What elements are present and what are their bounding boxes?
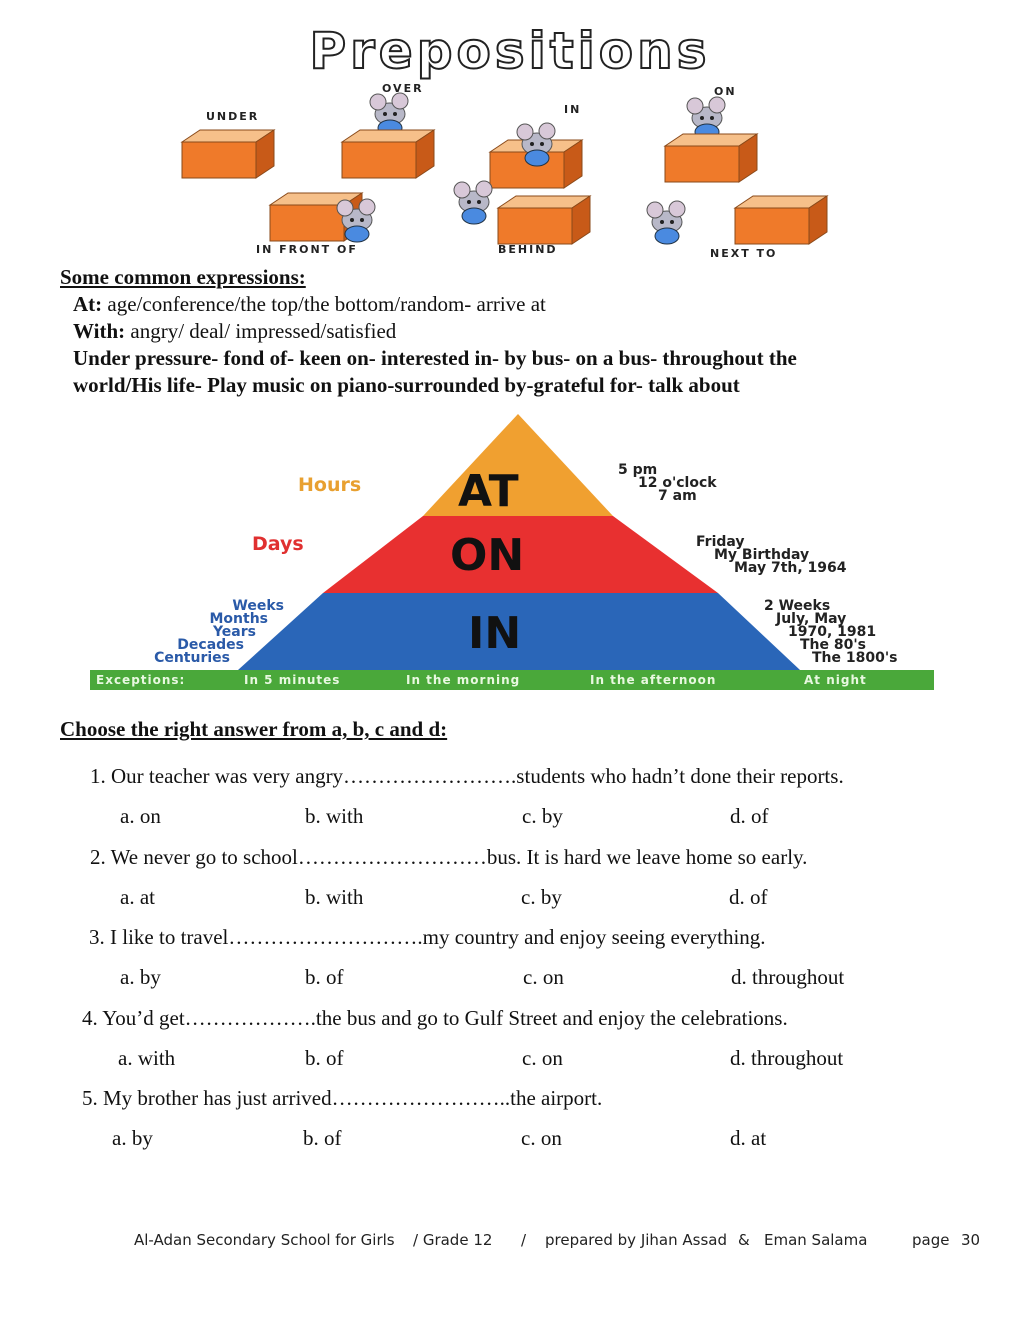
label-next-to: NEXT TO [710, 247, 778, 260]
label-behind: BEHIND [498, 243, 558, 256]
expression-line-3: Under pressure- fond of- keen on- interested in- by bus- on a bus- throughout the [73, 346, 797, 370]
question-5-option-a[interactable]: a. by [112, 1126, 153, 1150]
in-right-list [764, 600, 897, 665]
question-5-option-c[interactable]: c. on [521, 1126, 562, 1150]
expression-with [73, 319, 396, 344]
next-box [735, 196, 827, 244]
expression-line-4: world/His life- Play music on piano-surrounded by-grateful for- talk about [73, 373, 740, 397]
question-1-option-b[interactable]: b. with [305, 804, 364, 828]
pyramid-on-label: ON [450, 530, 525, 581]
exceptions-label: Exceptions: [96, 673, 186, 687]
question-2-option-b[interactable]: b. with [305, 885, 364, 909]
footer-grade: / Grade 12 [413, 1231, 493, 1249]
in-left-item: Centuries [154, 650, 230, 666]
question-3-option-b[interactable]: b. of [305, 965, 344, 989]
footer-ampersand: & [738, 1231, 750, 1249]
on-right-item: May 7th, 1964 [734, 560, 847, 576]
footer-separator: / [521, 1231, 527, 1249]
expression-with-text: angry/ deal/ impressed/satisfied [125, 319, 397, 343]
prepositions-illustration [170, 78, 860, 263]
label-in-front-of: IN FRONT OF [256, 243, 358, 256]
on-right-item: My Birthday [714, 547, 810, 563]
pyramid-in-label: IN [468, 608, 522, 659]
footer-prepared: prepared by Jihan Assad [545, 1231, 727, 1249]
exception-item: In the afternoon [590, 673, 717, 687]
label-under: UNDER [206, 110, 260, 123]
exercise-heading: Choose the right answer from a, b, c and d: [60, 717, 448, 741]
expression-at-label: At: [73, 292, 103, 316]
question-1-option-d[interactable]: d. of [730, 804, 769, 828]
exception-item: At night [804, 673, 867, 687]
question-5-option-d[interactable]: d. at [730, 1126, 767, 1150]
question-1: 1. Our teacher was very angry…………………….students who hadn’t done their reports. [90, 764, 844, 788]
in-right-item: July, May [776, 611, 847, 627]
footer-page-number: 30 [961, 1231, 981, 1249]
on-right-item: Friday [696, 534, 745, 550]
on-box [665, 134, 757, 182]
expressions-heading: Some common expressions: [60, 265, 306, 289]
question-2-option-d[interactable]: d. of [729, 885, 768, 909]
page-title: Prepositions [309, 22, 711, 80]
question-2-option-a[interactable]: a. at [120, 885, 155, 909]
expression-at-text: age/conference/the top/the bottom/random- arrive at [102, 292, 546, 316]
pyramid-at-label: AT [458, 466, 519, 517]
days-label: Days [252, 533, 304, 555]
at-right-item: 5 pm [618, 462, 658, 478]
question-4: 4. You’d get……………….the bus and go to Gulf Street and enjoy the celebrations. [82, 1006, 788, 1030]
hours-label: Hours [298, 474, 362, 496]
label-in: IN [564, 103, 582, 116]
under-box [182, 130, 274, 178]
next-mouse [647, 201, 685, 244]
on-right-list [696, 536, 847, 575]
question-4-option-a[interactable]: a. with [118, 1046, 176, 1070]
question-5-option-b[interactable]: b. of [303, 1126, 342, 1150]
question-3-option-d[interactable]: d. throughout [731, 965, 845, 989]
question-3-option-a[interactable]: a. by [120, 965, 161, 989]
footer-page-label: page [912, 1231, 950, 1249]
question-2: 2. We never go to school………………………bus. It is hard we leave home so early. [90, 845, 808, 869]
question-3-option-c[interactable]: c. on [523, 965, 564, 989]
question-5: 5. My brother has just arrived……………………..the airport. [82, 1086, 603, 1110]
footer-author-2: Eman Salama [764, 1231, 868, 1249]
over-box [342, 130, 434, 178]
question-1-option-a[interactable]: a. on [120, 804, 161, 828]
in-right-item: 2 Weeks [764, 598, 831, 614]
question-4-option-d[interactable]: d. throughout [730, 1046, 844, 1070]
question-4-option-b[interactable]: b. of [305, 1046, 344, 1070]
in-left-item: Years [212, 624, 256, 640]
in-left-item: Months [209, 611, 268, 627]
in-left-item: Decades [177, 637, 244, 653]
exception-item: In 5 minutes [244, 673, 341, 687]
at-right-item: 7 am [658, 488, 697, 504]
at-right-list [618, 464, 717, 503]
behind-box [498, 196, 590, 244]
exception-item: In the morning [406, 673, 521, 687]
in-left-item: Weeks [232, 598, 284, 614]
in-right-item: The 80's [800, 637, 866, 653]
expression-with-label: With: [73, 319, 126, 343]
question-2-option-c[interactable]: c. by [521, 885, 562, 909]
label-over: OVER [382, 82, 424, 95]
in-right-item: 1970, 1981 [788, 624, 877, 640]
footer-school: Al-Adan Secondary School for Girls [134, 1231, 395, 1249]
at-right-item: 12 o'clock [638, 475, 717, 491]
question-3: 3. I like to travel……………………….my country and enjoy seeing everything. [89, 925, 766, 949]
in-right-item: The 1800's [812, 650, 898, 666]
in-left-list [120, 600, 284, 665]
behind-mouse [454, 181, 492, 224]
question-4-option-c[interactable]: c. on [522, 1046, 563, 1070]
expression-at [73, 292, 546, 317]
question-1-option-c[interactable]: c. by [522, 804, 563, 828]
label-on: ON [714, 85, 737, 98]
